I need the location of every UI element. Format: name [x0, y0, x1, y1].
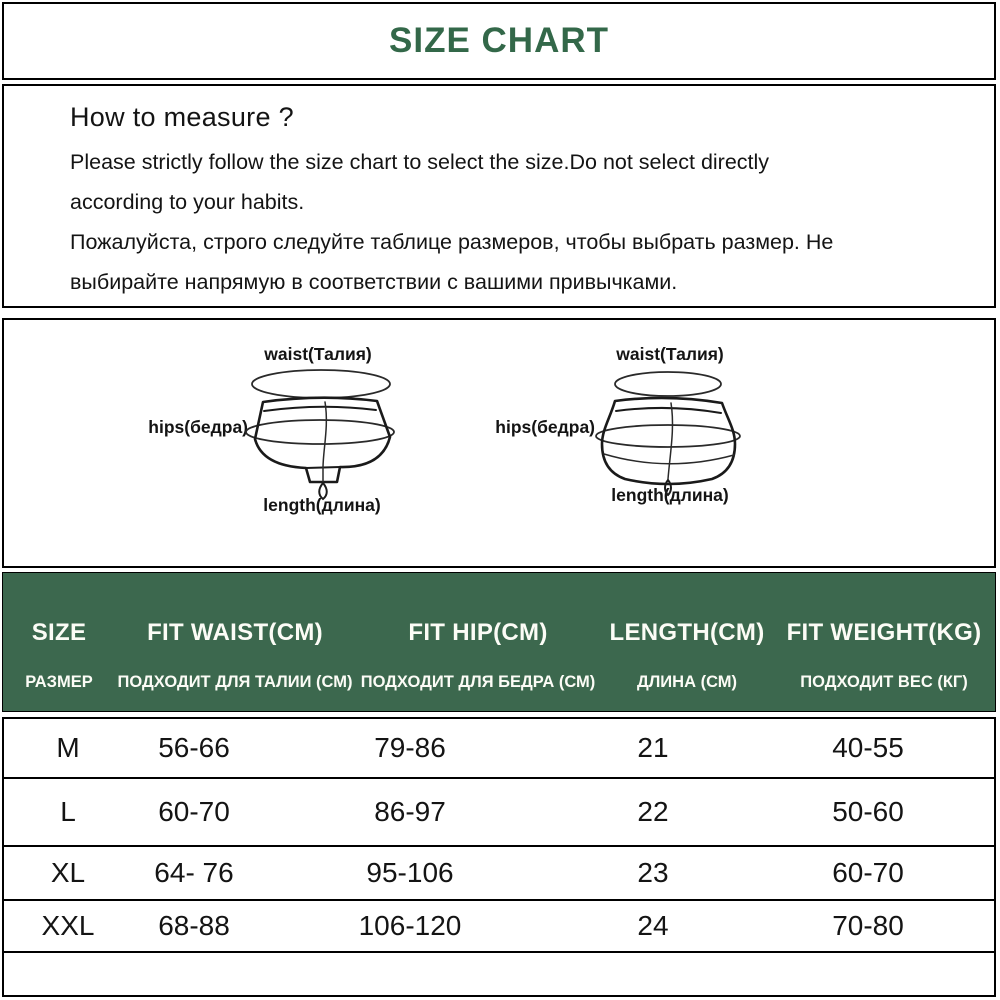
waist-label: waist(Талия) — [264, 344, 372, 364]
table-header — [2, 572, 996, 712]
how-to-measure-heading: How to measure ? — [70, 102, 294, 132]
cell-hip: 95-106 — [366, 857, 454, 888]
header-size-ru: РАЗМЕР — [25, 673, 93, 691]
waist-ellipse — [615, 372, 721, 396]
page-title: SIZE CHART — [389, 21, 609, 60]
hips-label: hips(бедра) — [495, 417, 595, 437]
brief-panty-drawing — [110, 368, 490, 538]
bottom-tab — [665, 480, 671, 495]
cell-weight: 40-55 — [832, 732, 904, 763]
cell-waist: 64- 76 — [154, 857, 234, 888]
cell-waist: 56-66 — [158, 732, 230, 763]
table-row-m — [4, 719, 994, 779]
table-row-l — [4, 779, 994, 847]
how-to-measure-section — [2, 84, 996, 308]
center-seam — [323, 402, 326, 482]
cell-length: 24 — [637, 910, 669, 941]
table-row-xl — [4, 847, 994, 901]
header-fit-hip: FIT HIP(CM) — [408, 619, 548, 646]
hips-label: hips(бедра) — [148, 417, 248, 437]
cell-weight: 70-80 — [832, 910, 904, 941]
table-header-row-en — [3, 573, 995, 647]
waist-label: waist(Талия) — [616, 344, 724, 364]
bottom-tab — [319, 483, 327, 499]
cell-size: XXL — [41, 910, 95, 941]
diagram-section — [2, 318, 996, 568]
size-table — [2, 717, 996, 997]
boyshort-panty-drawing — [495, 368, 875, 538]
cell-size: M — [56, 732, 80, 763]
measure-instructions — [70, 142, 964, 302]
instruction-line-en-2: according to your habits. — [70, 190, 305, 214]
cell-hip: 106-120 — [358, 910, 462, 941]
instruction-line-ru-1: Пожалуйста, строго следуйте таблице размеров, чтобы выбрать размер. Не — [70, 230, 834, 254]
cell-length: 23 — [637, 857, 669, 888]
header-length: LENGTH(CM) — [609, 619, 765, 646]
cell-weight: 60-70 — [832, 857, 904, 888]
cell-hip: 79-86 — [374, 732, 446, 763]
table-header-row-ru — [3, 673, 995, 692]
boyshort-panty-figure — [495, 332, 875, 564]
brief-panty-figure — [110, 332, 490, 564]
cell-waist: 60-70 — [158, 796, 230, 827]
title-box — [2, 2, 996, 80]
instruction-line-ru-2: выбирайте напрямую в соответствии с вашими привычками. — [70, 270, 678, 294]
hip-ellipse — [246, 420, 394, 444]
table-row-empty — [4, 953, 994, 995]
header-fit-hip-ru: ПОДХОДИТ ДЛЯ БЕДРА (СМ) — [360, 673, 596, 691]
cell-length: 21 — [637, 732, 669, 763]
cell-waist: 68-88 — [158, 910, 230, 941]
hip-ellipse — [596, 425, 740, 447]
header-fit-weight-ru: ПОДХОДИТ ВЕС (КГ) — [800, 673, 968, 691]
header-size: SIZE — [31, 619, 87, 646]
cell-hip: 86-97 — [374, 796, 446, 827]
cell-size: XL — [50, 857, 86, 888]
cell-length: 22 — [637, 796, 669, 827]
instruction-line-en-1: Please strictly follow the size chart to select the size.Do not select directly — [70, 150, 770, 174]
waistband-line — [616, 408, 721, 413]
waistband-line — [264, 407, 376, 411]
length-label: length(длина) — [611, 485, 729, 505]
table-row-xxl — [4, 901, 994, 953]
cell-size: L — [60, 796, 76, 827]
header-fit-waist-ru: ПОДХОДИТ ДЛЯ ТАЛИИ (СМ) — [117, 673, 353, 691]
header-length-ru: ДЛИНА (СМ) — [636, 673, 738, 691]
cell-weight: 50-60 — [832, 796, 904, 827]
center-seam — [668, 403, 673, 479]
length-label: length(длина) — [263, 495, 381, 515]
header-fit-weight: FIT WEIGHT(KG) — [786, 619, 982, 646]
waist-ellipse — [252, 370, 390, 398]
header-fit-waist: FIT WAIST(CM) — [147, 619, 323, 646]
